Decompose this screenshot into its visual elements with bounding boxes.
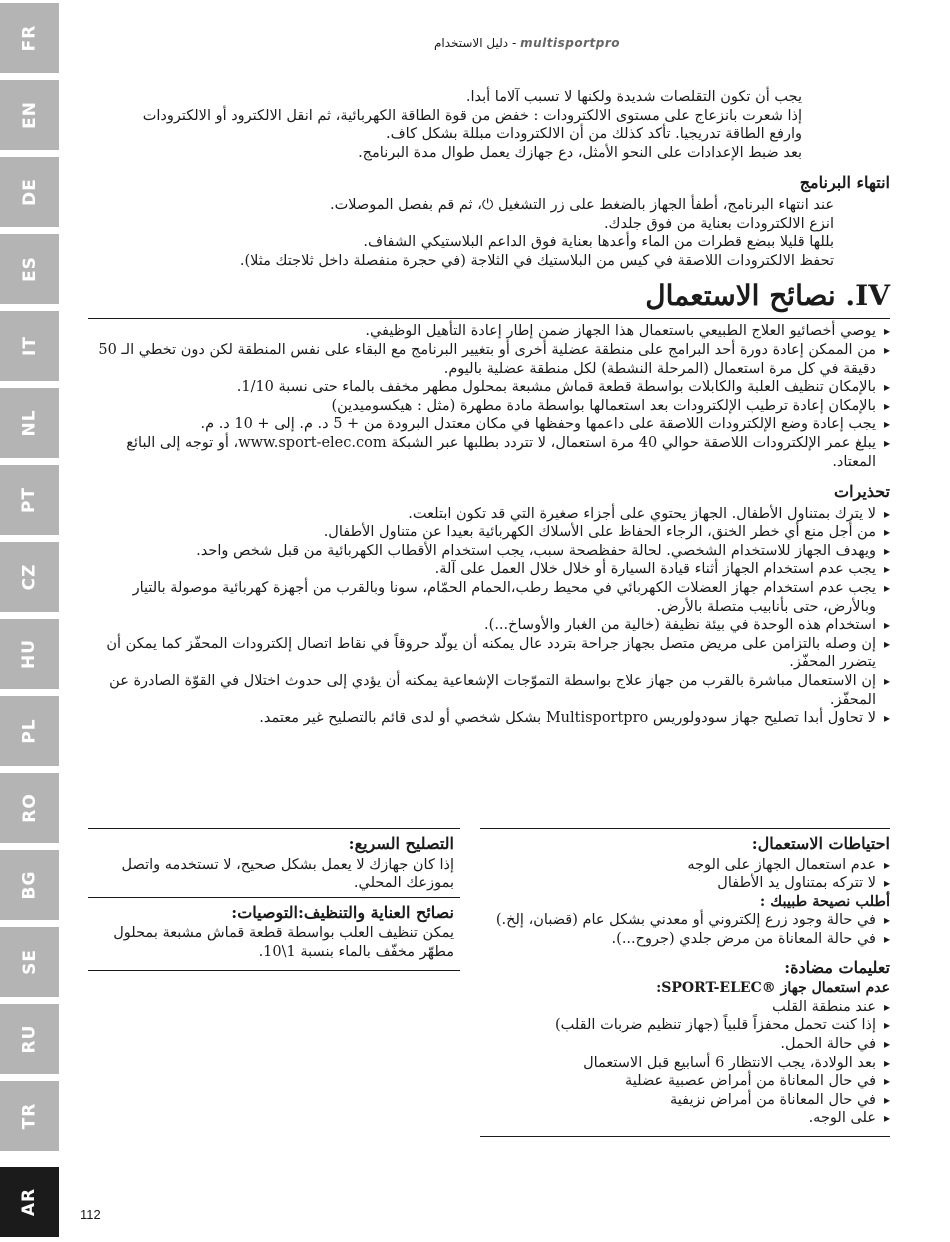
quick-fix-heading: التصليح السريع:: [348, 834, 454, 853]
program-end-line: بللها قليلا ببضع قطرات من الماء وأعدها بعناية فوق الداعم البلاستيكي الشفاف.: [363, 234, 834, 251]
main-content: [88, 88, 890, 728]
tab-label: SE: [19, 949, 40, 975]
tab-label: HU: [19, 638, 40, 670]
list-item: ▸ بعد الولادة، يجب الانتظار 6 أسابيع قبل الاستعمال: [480, 1054, 890, 1073]
intro-line: بعد ضبط الإعدادات على النحو الأمثل، دع جهازك يعمل طوال مدة البرنامج.: [358, 144, 802, 161]
list-item: ▸ من أجل منع أي خطر الخنق، الرجاء الحفاظ على الأسلاك الكهربائية بعيدا عن متناول الأطفال.: [88, 523, 890, 542]
tab-fr[interactable]: [0, 3, 59, 73]
list-item: ▸ يجب عدم استخدام جهاز العضلات الكهربائي في محيط رطب،الحمام الحمّام، سونا وبالقرب من أجهزة كهربائية موصولة بالتيار وبالأرض، حتى بأنابيب متصلة بالأرض.: [88, 579, 890, 616]
care-box: [88, 897, 460, 971]
page-header: [300, 36, 620, 50]
list-item: ▸ لا يترك بمتناول الأطفال. الجهاز يحتوي على أجزاء صغيرة التي قد تكون ابتلعت.: [88, 505, 890, 524]
program-end-block: [88, 196, 890, 270]
quick-fix-box: [88, 828, 460, 897]
contraindications-subheading: عدم استعمال جهاز ®SPORT-ELEC:: [656, 980, 890, 997]
section-title: IV. نصائح الاستعمال: [645, 279, 890, 313]
usage-tips-list: [88, 322, 890, 471]
list-item: ▸ ويهدف الجهاز للاستخدام الشخصي. لحالة حفظصحة سبب، يجب استخدام الأقطاب الكهربائية من قبل شخص واحد.: [88, 542, 890, 561]
list-item: ▸ في حال المعاناة من أمراض نزيفية: [480, 1091, 890, 1110]
tab-label: BG: [19, 870, 40, 900]
list-item: ▸ في حالة المعاناة من مرض جلدي (جروح...).: [480, 930, 890, 949]
quick-fix-text: إذا كان جهازك لا يعمل بشكل صحيح، لا تستخدمه واتصل بموزعك المحلي.: [121, 856, 454, 892]
list-item: ▸ في حالة وجود زرع إلكتروني أو معدني بشكل عام (قضبان، إلخ.): [480, 911, 890, 930]
warnings-list: [88, 505, 890, 728]
list-item: ▸ لا تتركه بمتناول يد الأطفال: [480, 874, 890, 893]
list-item: ▸ بالإمكان تنظيف العلبة والكابلات بواسطة قطعة قماش مشبعة بمحلول مطهر مخفف بالماء حتى نسبة 1/10.: [88, 378, 890, 397]
page-number: 112: [80, 1207, 101, 1222]
warnings-heading: تحذيرات: [834, 482, 890, 502]
list-item: ▸ إن وصله بالتزامن على مريض متصل بجهاز جراحة بتردد عال يمكنه أن يولّد حروقاً في نقاط اتصال إلكترودات المحفّز كما يمكن أن يتضرر المحفّز.: [88, 635, 890, 672]
tab-label: NL: [19, 409, 40, 437]
list-item: ▸ عدم استعمال الجهاز على الوجه: [480, 856, 890, 875]
tab-ar[interactable]: [0, 1167, 59, 1237]
tab-label: IT: [19, 336, 40, 356]
list-item: ▸ يجب عدم استخدام الجهاز أثناء قيادة السيارة أو خلال خلال العمل على آلة.: [88, 560, 890, 579]
tab-label: EN: [19, 101, 40, 129]
list-item: ▸ يوصي أخصائيو العلاج الطبيعي باستعمال هذا الجهاز ضمن إطار إعادة التأهيل الوظيفي.: [88, 322, 890, 341]
tab-es[interactable]: [0, 234, 59, 304]
tab-nl[interactable]: [0, 388, 59, 458]
list-item: ▸ يجب إعادة وضع الإلكترودات اللاصقة على داعمها وحفظها في مكان معتدل البرودة من + 5 د. م. إلى + 10 د. م.: [88, 415, 890, 434]
header-separator: -: [508, 36, 521, 50]
list-item: ▸ استخدام هذه الوحدة في بيئة نظيفة (خالية من الغبار والأوساخ...).: [88, 616, 890, 635]
tab-label: AR: [19, 1187, 40, 1217]
tab-cz[interactable]: [0, 542, 59, 612]
contraindications-heading: تعليمات مضادة:: [784, 957, 890, 977]
care-heading: نصائح العناية والتنظيف:التوصيات:: [231, 902, 454, 922]
brand-logo: multisportpro: [520, 36, 620, 50]
tab-pt[interactable]: [0, 465, 59, 535]
column-bottom-rule: [480, 1136, 890, 1137]
tab-it[interactable]: [0, 311, 59, 381]
tab-en[interactable]: [0, 80, 59, 150]
intro-line: إذا شعرت بانزعاج على مستوى الالكترودات : خفض من قوة الطاقة الكهربائية، ثم انقل الالكترود أو الالكترودات: [142, 107, 802, 124]
list-item: ▸ في حالة الحمل.: [480, 1035, 890, 1054]
tab-ru[interactable]: [0, 1004, 59, 1074]
list-item: ▸ بالإمكان إعادة ترطيب الإلكترودات بعد استعمالها بواسطة مادة مطهرة (مثل : هيكسوميدين): [88, 397, 890, 416]
tab-label: ES: [19, 256, 40, 282]
tab-label: PT: [19, 486, 40, 514]
list-item: ▸ على الوجه.: [480, 1109, 890, 1128]
tab-label: PL: [19, 718, 40, 744]
tab-label: CZ: [19, 563, 40, 591]
tab-de[interactable]: [0, 157, 59, 227]
list-item: ▸ إن الاستعمال مباشرة بالقرب من جهاز علاج بواسطة التموّجات الإشعاعية يمكنه أن يؤدي إلى حدوث اختلال في القوّة الصادرة عن المحفّز.: [88, 672, 890, 709]
list-item: ▸ عند منطقة القلب: [480, 998, 890, 1017]
tab-label: TR: [19, 1102, 40, 1130]
header-title: دليل الاستخدام: [433, 36, 509, 50]
list-item: ▸ في حال المعاناة من أمراض عصبية عضلية: [480, 1072, 890, 1091]
section-divider: [88, 318, 890, 319]
intro-line: يجب أن تكون التقلصات شديدة ولكنها لا تسبب آلاما أبدا.: [465, 89, 802, 105]
doctor-advice-list: [480, 911, 890, 948]
program-end-line: انزع الالكترودات بعناية من فوق جلدك.: [603, 215, 834, 232]
precautions-heading: احتياطات الاستعمال:: [751, 834, 890, 853]
tab-label: FR: [19, 24, 40, 52]
list-item: ▸ من الممكن إعادة دورة أحد البرامج على منطقة عضلية أخرى أو بتغيير البرنامج مع البقاء على نفس المنطقة لكن دون تخطي الـ 50 دقيقة في كل مرة استعمال (المرحلة النشطة) لكل منطقة عضلية باليوم.: [88, 341, 890, 378]
intro-line: وارفع الطاقة تدريجيا. تأكد كذلك من أن الالكترودات مبللة بشكل كاف.: [386, 126, 802, 143]
list-item: ▸ إذا كنت تحمل محفزاً قلبياً (جهاز تنظيم ضربات القلب): [480, 1016, 890, 1035]
tab-hu[interactable]: [0, 619, 59, 689]
tab-label: RU: [19, 1024, 40, 1054]
program-end-line: تحفظ الالكترودات اللاصقة في كيس من البلاستيك في الثلاجة (في حجرة منفصلة داخل ثلاجتك مثلا).: [239, 252, 834, 269]
tab-pl[interactable]: [0, 696, 59, 766]
tab-label: RO: [19, 793, 40, 823]
side-notes-column: [88, 828, 460, 971]
care-text: يمكن تنظيف العلب بواسطة قطعة قماش مشبعة بمحلول مطهّر مخفّف بالماء بنسبة 1\10.: [113, 925, 454, 960]
program-end-line: عند انتهاء البرنامج، أطفأ الجهاز بالضغط على زر التشغيل ⏻، ثم قم بفصل الموصلات.: [330, 196, 834, 213]
list-item: ▸ يبلغ عمر الإلكترودات اللاصقة حوالي 40 مرة استعمال، لا تتردد بطلبها عبر الشبكة www.sport-elec.com، أو توجه إلى البائع المعتاد.: [88, 434, 890, 471]
intro-block: [88, 88, 890, 162]
precautions-column: [480, 828, 890, 1137]
tab-tr[interactable]: [0, 1081, 59, 1151]
contraindications-list: [480, 998, 890, 1128]
tab-ro[interactable]: [0, 773, 59, 843]
program-end-heading: انتهاء البرنامج: [799, 173, 890, 193]
tab-label: DE: [19, 178, 40, 206]
tab-bg[interactable]: [0, 850, 59, 920]
language-sidebar: [0, 0, 59, 1242]
doctor-advice-heading: أطلب نصيحة طبيبك :: [759, 892, 890, 910]
list-item: ▸ لا تحاول أبدا تصليح جهاز سودولوريس Multisportpro بشكل شخصي أو لدى قائم بالتصليح غير معتمد.: [88, 709, 890, 728]
tab-se[interactable]: [0, 927, 59, 997]
precautions-list: [480, 856, 890, 893]
